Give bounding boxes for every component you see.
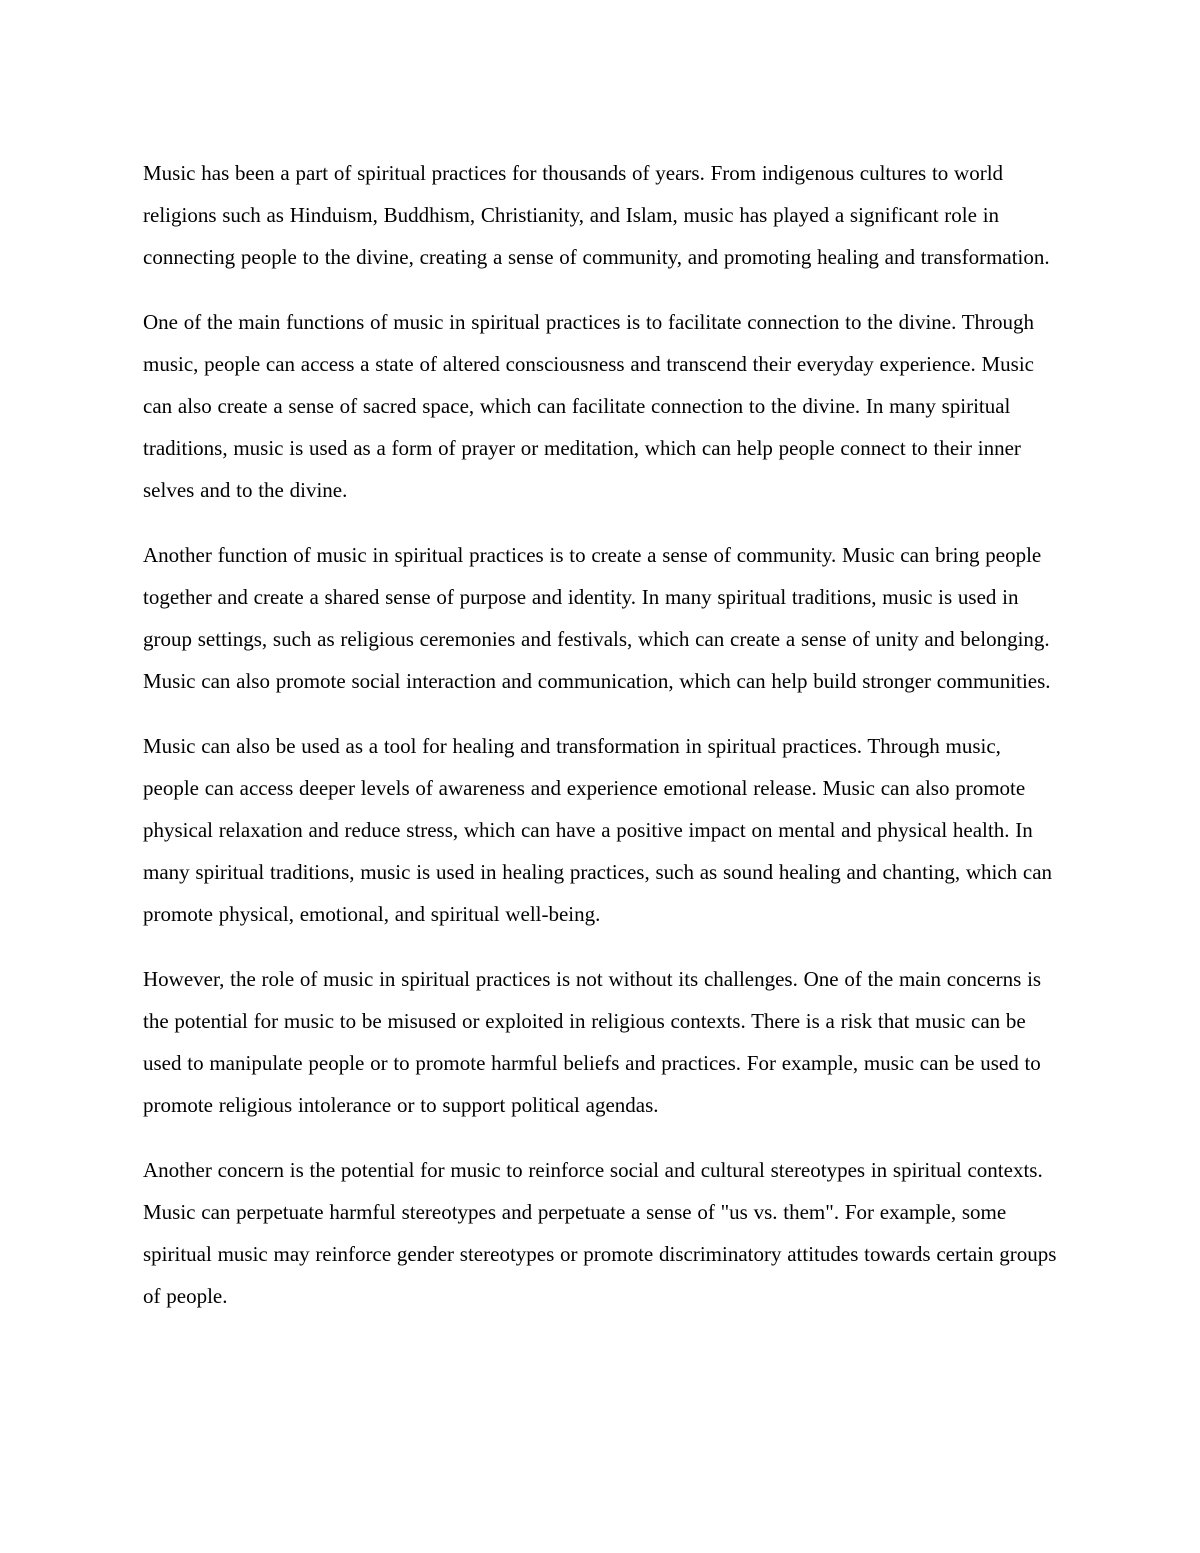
document-body <box>143 152 1058 1317</box>
paragraph-community: Another function of music in spiritual practices is to create a sense of community. Music can bring people together and create a shared sense of purpose and identity. In many spiritual traditions, music is used in group settings, such as religious ceremonies and festivals, which can create a sense of unity and belonging. Music can also promote social interaction and communication, which can help build stronger communities. <box>143 543 1051 693</box>
paragraph-intro: Music has been a part of spiritual practices for thousands of years. From indigenous cultures to world religions such as Hinduism, Buddhism, Christianity, and Islam, music has played a significant role in connecting people to the divine, creating a sense of community, and promoting healing and transformation. <box>143 161 1050 269</box>
paragraph-stereotypes: Another concern is the potential for music to reinforce social and cultural stereotypes in spiritual contexts. Music can perpetuate harmful stereotypes and perpetuate a sense of "us vs. them". For example, some spiritual music may reinforce gender stereotypes or promote discriminatory attitudes towards certain groups of people. <box>143 1158 1057 1308</box>
paragraph-healing: Music can also be used as a tool for healing and transformation in spiritual practices. Through music, people can access deeper levels of awareness and experience emotional release. Music can also promote physical relaxation and reduce stress, which can have a positive impact on mental and physical health. In many spiritual traditions, music is used in healing practices, such as sound healing and chanting, which can promote physical, emotional, and spiritual well-being. <box>143 734 1053 926</box>
paragraph-connection-to-divine: One of the main functions of music in spiritual practices is to facilitate connection to the divine. Through music, people can access a state of altered consciousness and transcend their everyday experience. Music can also create a sense of sacred space, which can facilitate connection to the divine. In many spiritual traditions, music is used as a form of prayer or meditation, which can help people connect to their inner selves and to the divine. <box>143 310 1035 502</box>
paragraph-challenges: However, the role of music in spiritual practices is not without its challenges. One of the main concerns is the potential for music to be misused or exploited in religious contexts. There is a risk that music can be used to manipulate people or to promote harmful beliefs and practices. For example, music can be used to promote religious intolerance or to support political agendas. <box>143 967 1042 1117</box>
